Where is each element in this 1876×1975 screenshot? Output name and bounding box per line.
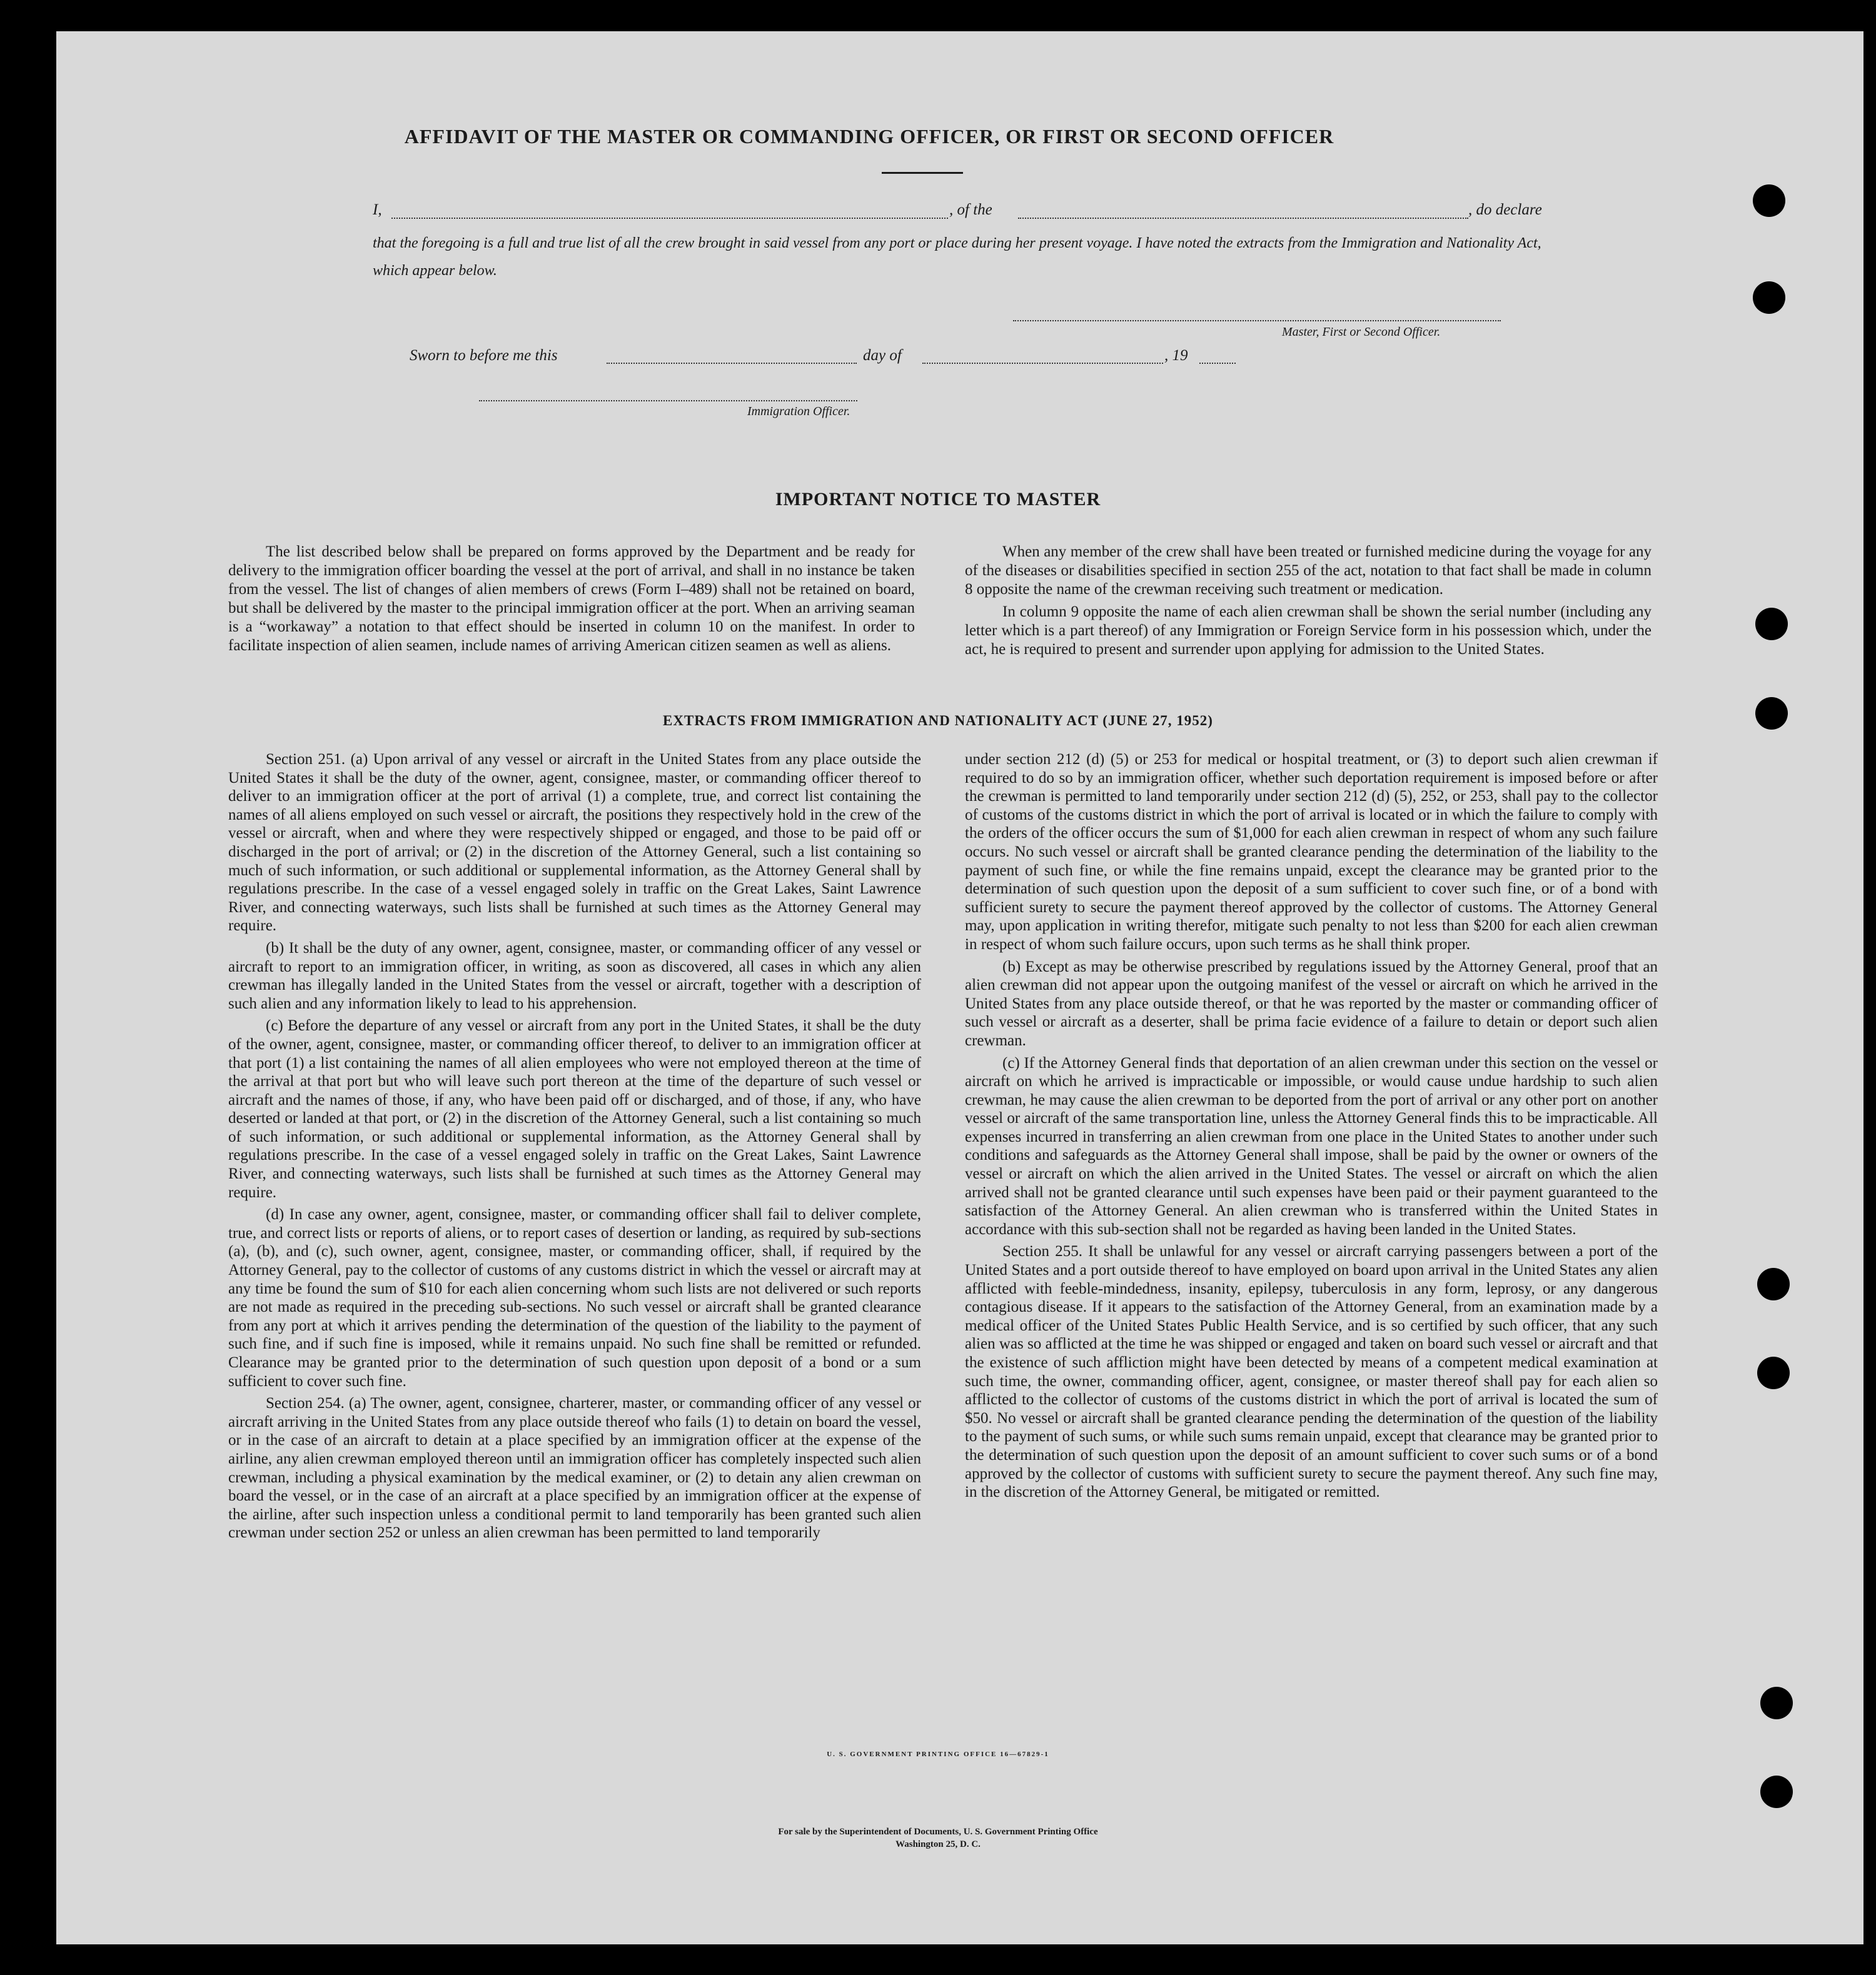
notice-left-column	[228, 543, 915, 659]
sworn-day-field[interactable]	[607, 363, 857, 364]
punch-hole-icon	[1760, 1776, 1793, 1808]
statute-paragraph: (b) It shall be the duty of any owner, agent, consignee, master, or commanding officer of any vessel or aircraft to report to an immigration officer, in writing, as soon as discovered, all cases in which any alien crewman has illegally landed in the United States from the vessel or aircraft, together with a description of such alien and any information likely to lead to his apprehension.	[228, 939, 921, 1012]
notice-right-column	[965, 543, 1652, 663]
statute-paragraph: (c) If the Attorney General finds that deportation of an alien crewman under this section on the vessel or aircraft on which he arrived is impracticable or impossible, or would cause undue hardship to such alien crewman, he may cause the alien crewman to be deported from the port of arrival or any other port on another vessel or aircraft of the same transportation line, unless the Attorney General finds this to be impracticable. All expenses incurred in transferring an alien crewman from one place in the United States to another under such conditions and safeguards as the Attorney General shall impose, shall be paid by the owner or owners of the vessel or aircraft on which the alien arrived in the United States. The vessel or aircraft on which the alien arrived shall not be granted clearance until such expenses have been paid or their payment guaranteed to the satisfaction of the Attorney General. An alien crewman who is transferred within the United States in accordance with this sub-section shall not be regarded as having been landed in the United States.	[965, 1054, 1658, 1238]
statute-paragraph: Section 255. It shall be unlawful for any vessel or aircraft carrying passengers between a port of the United States and a port outside thereof to have employed on board upon arrival in the United States any alien afflicted with feeble-mindedness, insanity, epilepsy, tuberculosis in any form, leprosy, or any dangerous contagious disease. If it appears to the satisfaction of the Attorney General, from an examination made by a medical officer of the United States Public Health Service, and is so certified by such officer, that any such alien was so afflicted at the time he was shipped or engaged and taken on board such vessel or aircraft and that the existence of such affliction might have been detected by means of a competent medical examination at such time, the owner, commanding officer, agent, consignee, or master thereof shall pay for each alien so afflicted to the collector of customs of the customs district in which the port of arrival is located the sum of $50. No vessel or aircraft shall be granted clearance pending the determination of the question of the liability to the payment of such sums, or while such sums remain unpaid, except that clearance may be granted prior to the determination of such question upon the deposit of an amount sufficient to cover such sums or of a bond approved by the collector of customs with sufficient surety to secure the payment thereof. Any such fine may, in the discretion of the Attorney General, be mitigated or remitted.	[965, 1243, 1658, 1501]
punch-hole-icon	[1753, 281, 1785, 314]
vessel-name-field[interactable]	[1018, 218, 1468, 219]
declaration-text: that the foregoing is a full and true list of all the crew brought in said vessel from any port or place during her present voyage. I have noted the extracts from the Immigration and Nationality Act, which appear below.	[373, 235, 1541, 279]
statute-paragraph: Section 254. (a) The owner, agent, consignee, charterer, master, or commanding officer of any vessel or aircraft arriving in the United States from any place outside thereof who fails (1) to detain on board the vessel, or in the case of an aircraft to detain at a place specified by an immigration officer at the expense of the airline, any alien crewman employed thereon until an immigration officer has completely inspected such alien crewman, including a physical examination by the medical examiner, or (2) to detain any alien crewman on board the vessel, or in the case of an aircraft at a place specified by an immigration officer at the expense of the airline, after such inspection unless a conditional permit to land temporarily has been granted such alien crewman under section 252 or unless an alien crewman has been permitted to land temporarily	[228, 1395, 921, 1542]
statute-paragraph: under section 212 (d) (5) or 253 for medical or hospital treatment, or (3) to deport such alien crewman if required to do so by an immigration officer, whether such deportation requirement is imposed before or after the crewman is permitted to land temporarily under section 212 (d) (5), 252, or 253, shall pay to the collector of customs of the customs district in which the port of arrival is located or in which the failure to comply with the orders of the officer occurs the sum of $1,000 for each alien crewman in respect of whom any such failure occurs. No such vessel or aircraft shall be granted clearance pending the determination of the liability to the payment of such fine, or while the fine remains unpaid, except the clearance may be granted prior to the determination of such question upon the deposit of a sum sufficient to cover such fine, or of a bond with sufficient surety to secure the payment thereof approved by the collector of customs. The Attorney General may, upon application in writing therefor, mitigate such penalty to not less than $200 for each alien crewman in respect of whom such failure occurs, upon such terms as he shall think proper.	[965, 751, 1658, 953]
sale-notice	[56, 1826, 1820, 1851]
extracts-title: EXTRACTS FROM IMMIGRATION AND NATIONALITY ACT (JUNE 27, 1952)	[663, 713, 1213, 728]
statute-paragraph: (b) Except as may be otherwise prescribed by regulations issued by the Attorney General, proof that an alien crewman did not appear upon the outgoing manifest of the vessel or aircraft on which he arrived in the United States from any place outside thereof, or that he was reported by the master or commanding officer of such vessel or aircraft as a deserter, shall be prima facie evidence of a failure to detain or deport such alien crewman.	[965, 958, 1658, 1049]
affidavit-title: AFFIDAVIT OF THE MASTER OR COMMANDING OFFICER, OR FIRST OR SECOND OFFICER	[404, 125, 1334, 148]
extracts-left-column	[228, 750, 921, 1546]
punch-hole-icon	[1757, 1268, 1790, 1300]
title-rule	[882, 172, 963, 174]
officer-signature-label: Immigration Officer.	[747, 405, 850, 418]
master-signature-label: Master, First or Second Officer.	[1282, 325, 1441, 339]
form-page	[56, 31, 1863, 1944]
declarant-name-field[interactable]	[391, 218, 948, 219]
sworn-year-field[interactable]	[1199, 363, 1236, 364]
of-the-label: , of the	[949, 201, 992, 218]
sworn-label: Sworn to before me this	[410, 347, 558, 364]
punch-hole-icon	[1755, 608, 1788, 640]
day-of-label: day of	[863, 347, 902, 364]
statute-paragraph: (d) In case any owner, agent, consignee, master, or commanding officer shall fail to deliver complete, true, and correct lists or reports of aliens, or to report cases of desertion or landing, as required by sub-sections (a), (b), and (c), such owner, agent, consignee, master, or commanding officer, shall, if required by the Attorney General, pay to the collector of customs of any customs district in which the vessel or aircraft may at any time be found the sum of $10 for each alien concerning whom such lists are not delivered or such reports are not made as required in the preceding sub-sections. No such vessel or aircraft shall be granted clearance from any port at which it arrives pending the determination of the question of the liability to the payment of such fine, and if such fine is imposed, while it remains unpaid. No such fine shall be remitted or refunded. Clearance may be granted prior to the determination of such question upon deposit of a bond or a sum sufficient to cover such fine.	[228, 1206, 921, 1390]
notice-paragraph: In column 9 opposite the name of each alien crewman shall be shown the serial number (including any letter which is a part thereof) of any Immigration or Foreign Service form in his possession which, under the act, he is required to present and surrender upon applying for admission to the United States.	[965, 603, 1652, 658]
do-declare-label: , do declare	[1468, 201, 1542, 218]
punch-hole-icon	[1757, 1357, 1790, 1389]
extracts-right-column	[965, 750, 1658, 1505]
statute-paragraph: Section 251. (a) Upon arrival of any vessel or aircraft in the United States from any place outside the United States it shall be the duty of the owner, agent, consignee, master, or commanding officer thereof to deliver to an immigration officer at the port of arrival (1) a complete, true, and correct list containing the names of all aliens employed on such vessel or aircraft, the positions they respectively hold in the crew of the vessel or aircraft, when and where they were respectively shipped or engaged, and those to be paid off or discharged in the port of arrival; or (2) in the discretion of the Attorney General, such a list containing so much of such information, or such additional or supplemental information, as the Attorney General shall by regulations prescribe. In the case of a vessel engaged solely in traffic on the Great Lakes, Saint Lawrence River, and connecting waterways, such lists shall be furnished at such times as the Attorney General may require.	[228, 751, 921, 935]
year-prefix-label: , 19	[1164, 347, 1188, 364]
notice-paragraph: When any member of the crew shall have been treated or furnished medicine during the voyage for any of the diseases or disabilities specified in section 255 of the act, notation to that fact shall be made in column 8 opposite the name of the crewman receiving such treatment or medication.	[965, 543, 1652, 598]
sworn-month-field[interactable]	[922, 363, 1163, 364]
sale-line: Washington 25, D. C.	[895, 1839, 981, 1849]
notice-title: IMPORTANT NOTICE TO MASTER	[775, 489, 1101, 510]
notice-paragraph: The list described below shall be prepared on forms approved by the Department and be ready for delivery to the immigration officer boarding the vessel at the port of arrival, and shall in no instance be taken from the vessel. The list of changes of alien members of crews (Form I–489) shall not be retained on board, but shall be delivered by the master to the principal immigration officer at the port. When an arriving seaman is a “workaway” a notation to that effect should be inserted in column 10 on the manifest. In order to facilitate inspection of alien seamen, include names of arriving American citizen seamen as well as aliens.	[228, 543, 915, 654]
printing-office-line: U. S. GOVERNMENT PRINTING OFFICE 16—67829-1	[827, 1751, 1049, 1758]
declarant-label: I,	[373, 201, 382, 218]
officer-signature-field[interactable]	[479, 400, 857, 401]
master-signature-field[interactable]	[1013, 320, 1501, 321]
punch-hole-icon	[1753, 184, 1785, 217]
statute-paragraph: (c) Before the departure of any vessel or aircraft from any port in the United States, it shall be the duty of the owner, agent, consignee, master, or commanding officer thereof, to deliver to an immigration officer at that port (1) a list containing the names of all alien employees who were not employed thereon at the time of the arrival at that port but who will leave such port thereon at the time of the departure of such vessel or aircraft and the names of those, if any, who have been paid off or discharged, and of those, if any, who have deserted or landed at that port, or (2) in the discretion of the Attorney General, such a list containing so much of such information, or such additional or supplemental information, as the Attorney General shall by regulations prescribe. In the case of a vessel engaged solely in traffic on the Great Lakes, Saint Lawrence River, and connecting waterways, such lists shall be furnished at such times as the Attorney General may require.	[228, 1017, 921, 1201]
punch-hole-icon	[1760, 1687, 1793, 1719]
sale-line: For sale by the Superintendent of Documents, U. S. Government Printing Office	[778, 1827, 1098, 1837]
